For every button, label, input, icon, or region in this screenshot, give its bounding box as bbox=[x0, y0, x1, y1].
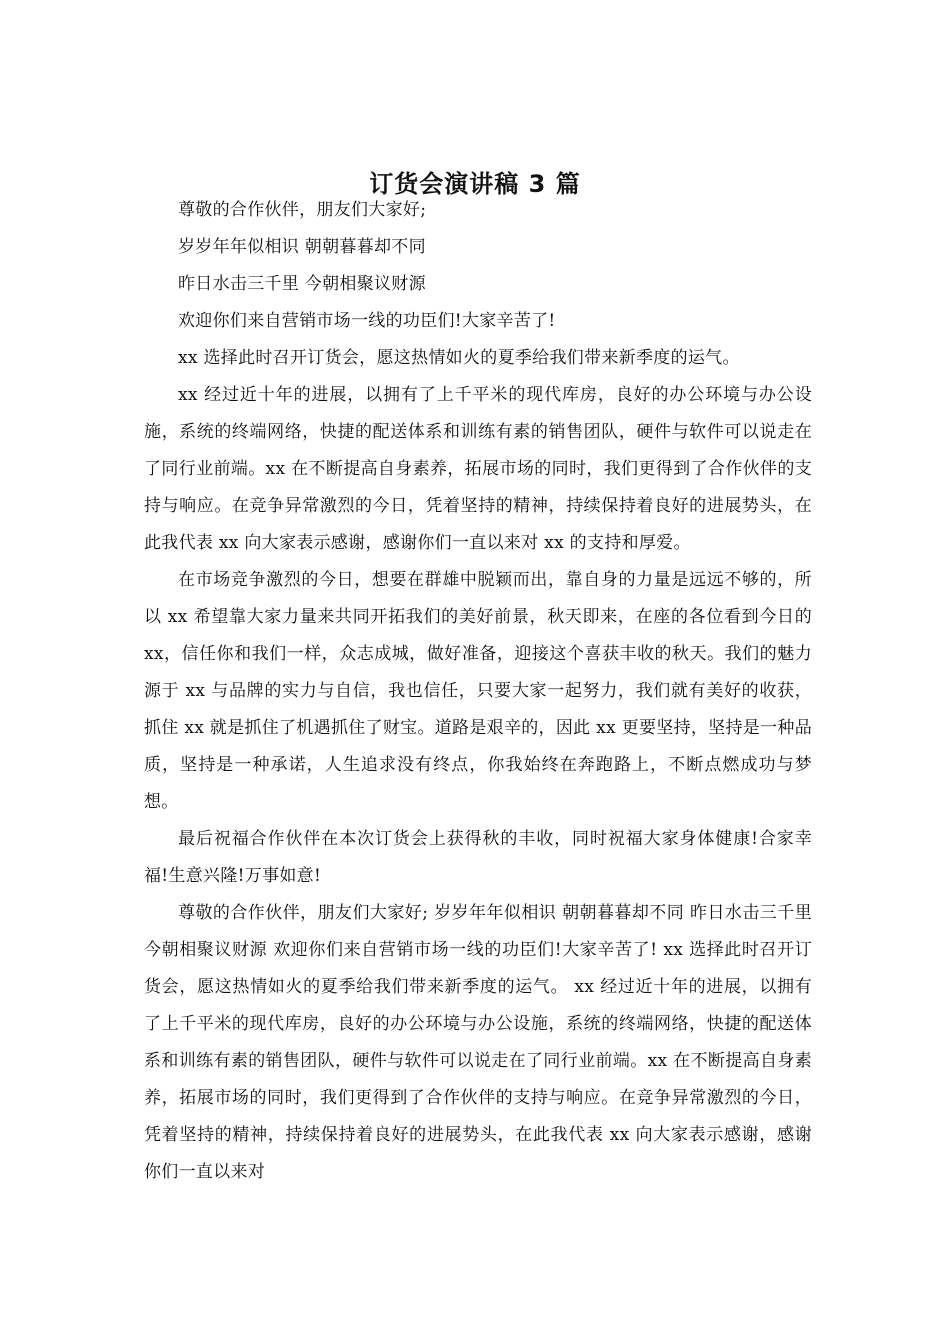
paragraph-blessing: 最后祝福合作伙伴在本次订货会上获得秋的丰收，同时祝福大家身体健康!合家幸福!生意兴隆!万事如意! bbox=[144, 829, 812, 886]
paragraph-development: xx 经过近十年的进展，以拥有了上千平米的现代库房，良好的办公环境与办公设施，系统的终端网络，快捷的配送体系和训练有素的销售团队，硬件与软件可以说走在了同行业前端。xx 在不断提高自身素养，拓展市场的同时，我们更得到了合作伙伴的支持与响应。在竞争异常激烈的今日，凭着坚持的精神，持续保持着良好的进展势头，在此我代表 xx 向大家表示感谢，感谢你们一直以来对 xx 的支持和厚爱。 bbox=[144, 385, 812, 553]
paragraph-repeat: 尊敬的合作伙伴，朋友们大家好; 岁岁年年似相识 朝朝暮暮却不同 昨日水击三千里 今朝相聚议财源 欢迎你们来自营销市场一线的功臣们!大家辛苦了! xx 选择此时召开订货会，愿这热情如火的夏季给我们带来新季度的运气。 xx 经过近十年的进展，以拥有了上千平米的现代库房，良好的办公环境与办公设施，系统的终端网络，快捷的配送体系和训练有素的销售团队，硬件与软件可以说走在了同行业前端。xx 在不断提高自身素养，拓展市场的同时，我们更得到了合作伙伴的支持与响应。在竞争异常激烈的今日，凭着坚持的精神，持续保持着良好的进展势头，在此我代表 xx 向大家表示感谢，感谢你们一直以来对 bbox=[144, 903, 812, 1182]
document-body bbox=[144, 192, 812, 1191]
paragraph-verse-1: 岁岁年年似相识 朝朝暮暮却不同 bbox=[178, 237, 426, 257]
paragraph-welcome: 欢迎你们来自营销市场一线的功臣们!大家辛苦了! bbox=[178, 311, 556, 331]
paragraph-verse-2: 昨日水击三千里 今朝相聚议财源 bbox=[178, 274, 426, 294]
document-title: 订货会演讲稿 3 篇 bbox=[369, 170, 581, 199]
paragraph-market: 在市场竞争激烈的今日，想要在群雄中脱颖而出，靠自身的力量是远远不够的，所以 xx 希望靠大家力量来共同开拓我们的美好前景，秋天即来，在座的各位看到今日的 xx，信任你和我们一样，众志成城，做好准备，迎接这个喜获丰收的秋天。我们的魅力源于 xx 与品牌的实力与自信，我也信任，只要大家一起努力，我们就有美好的收获，抓住 xx 就是抓住了机遇抓住了财宝。道路是艰辛的，因此 xx 更要坚持，坚持是一种品质，坚持是一种承诺，人生追求没有终点，你我始终在奔跑路上，不断点燃成功与梦想。 bbox=[144, 570, 812, 812]
paragraph-occasion: xx 选择此时召开订货会，愿这热情如火的夏季给我们带来新季度的运气。 bbox=[178, 348, 740, 368]
paragraph-greeting: 尊敬的合作伙伴，朋友们大家好; bbox=[178, 200, 427, 220]
